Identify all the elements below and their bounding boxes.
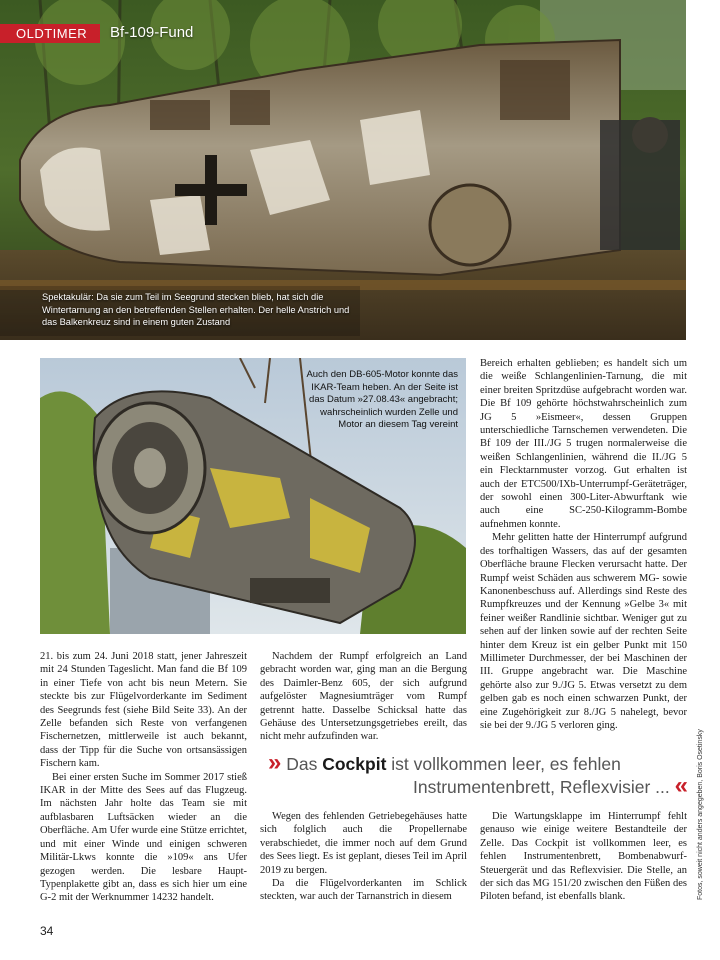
top-photo-caption: Spektakulär: Da sie zum Teil im Seegrund stecken blieb, hat sich die Wintertarnung an den betreffenden Stellen erhalten. Der helle Anstrich und das Balkenkreuz sind in einem guten Zustand	[42, 292, 350, 327]
text-column-1	[40, 650, 247, 905]
quote-emphasis: Cockpit	[322, 754, 387, 774]
fuselage-photo	[0, 0, 686, 340]
paragraph: Bei einer ersten Suche im Sommer 2017 stieß IKAR in der Mitte des Sees auf das Flugzeug. Im nächsten Jahr holte das Team sie mit aufblasbaren Luftsäcken wieder an die Oberfläche. Am Ufer wurde eine Stütze errichtet, und mit einer Winde und einigen schweren Militär-Lkws konnte die »109« ans Ufer gezogen werden. Die lesbare Haupt-Typenplakette gibt an, dass es sich hier um eine G-2 mit der Werknummer 14232 handelt.	[40, 771, 247, 904]
pull-quote	[268, 749, 688, 799]
paragraph: Die Wartungsklappe im Hinterrumpf fehlt genauso wie einige weitere Bestandteile der Zelle. Das Cockpit ist vollkommen leer, es fehlen Instrumentenbrett, Bombenabwurf-Steuergerät und das Reflexvisier. Die Stelle, an der sich das MG 151/20 zwischen den Füßen des Piloten befand, ist ebenfalls blank.	[480, 811, 687, 903]
paragraph: Da die Flügelvorderkanten im Schlick steckten, war auch der Tarnanstrich in diesem	[260, 878, 467, 903]
engine-photo-caption: Auch den DB-605-Motor konnte das IKAR-Team heben. An der Seite ist das Datum »27.08.43« angebracht; wahrscheinlich wurden Zelle und Motor an diesem Tag vereint	[306, 369, 458, 431]
paragraph: Bereich erhalten geblieben; es handelt sich um die weiße Schlangenlinien-Tarnung, die mit einer breiten Spritzdüse aufgebracht worden war. Die Bf 109 gehörte höchstwahrscheinlich zum JG 5 »Eismeer«, dessen Gruppen unterschiedliche Tarnschemen verwendeten. Die Bf 109 der III./JG 5 trugen normalerweise die weißen Schlangenlinien, während die II./JG 5 ein Flecktarnmuster vorzog. Gut erhalten ist auch der ETC500/IXb-Unterrumpf-Geräteträger, der sowohl einen 300-Liter-Abwurftank wie auch eine SC-250-Kilogramm-Bombe aufnehmen konnte.	[480, 358, 687, 530]
quote-close-mark: «	[674, 772, 688, 799]
page-header-title: Bf-109-Fund	[110, 24, 194, 41]
paragraph: Wegen des fehlenden Getriebegehäuses hatte sich folglich auch die Propellernabe verabschiedet, die immer noch auf dem Grund des Sees liegt. Es ist geplant, dieses Teil im April 2019 zu bergen.	[260, 811, 467, 876]
text-column-bottom-2	[260, 810, 467, 904]
quote-text-start: Das	[286, 754, 323, 774]
quote-text-line2: Instrumentenbrett, Reflexvisier ...	[412, 777, 670, 797]
text-column-bottom-3	[480, 810, 687, 904]
text-column-right	[480, 357, 687, 732]
paragraph: Nachdem der Rumpf erfolgreich an Land gebracht worden war, ging man an die Bergung des Daimler-Benz 605, der sich aufgrund aufgelöster Magnesiumträger vom Rumpf getrennt hatte. Dasselbe Schicksal hatte das Gehäuse des Untersetzungsgetriebes ereilt, das nicht mehr aufzufinden war.	[260, 651, 467, 743]
photo-credit: Fotos, soweit nicht anders angegeben, Boris Osetinsky	[697, 729, 704, 900]
text-column-2	[260, 650, 467, 744]
paragraph: 21. bis zum 24. Juni 2018 statt, jener Jahreszeit mit 24 Stunden Tageslicht. Man fand die Bf 109 in einer Tiefe von acht bis neun Metern. Sie steckte bis zur Flügelvorderkante im Sediment des Seegrunds fest (siehe Bild Seite 33). An der Zelle befanden sich Reste von verfangenen Fischernetzen, mittlerweile ist auch bekannt, dass der Tipp für die Suche von ortsansässigen Fischern kam.	[40, 651, 247, 770]
section-tag: OLDTIMER	[0, 24, 100, 43]
paragraph: Mehr gelitten hatte der Hinterrumpf aufgrund des torfhaltigen Wassers, das auf der gesamten Oberfläche braune Flecken verursacht hatte. Der Rumpf weist Schäden aus schwerem MG- sowie Kanonenbeschuss auf. Allerdings sind Reste des Rumpfkreuzes und der Kennung »Gelbe 3« mit feiner weißer Randlinie sichtbar. Weniger gut zu sehen auf der linken sowie auf der rechten Seite hinter dem Kreuz ist ein gelber Punkt mit 150 Millimeter Durchmesser, der bei Maschinen der III. Gruppe angebracht war. Die Maschine gehörte also zur 9./JG 5. Etwas versetzt zu dem gelben gab es noch einen schwarzen Punkt, der eine Zugehörigkeit zur 8./JG 5 nahelegt, bevor sie bei der 9./JG 5 verloren ging.	[480, 532, 687, 731]
quote-text-rest: ist vollkommen leer, es fehlen	[386, 754, 621, 774]
quote-open-mark: »	[268, 749, 282, 776]
page-number: 34	[40, 924, 54, 938]
